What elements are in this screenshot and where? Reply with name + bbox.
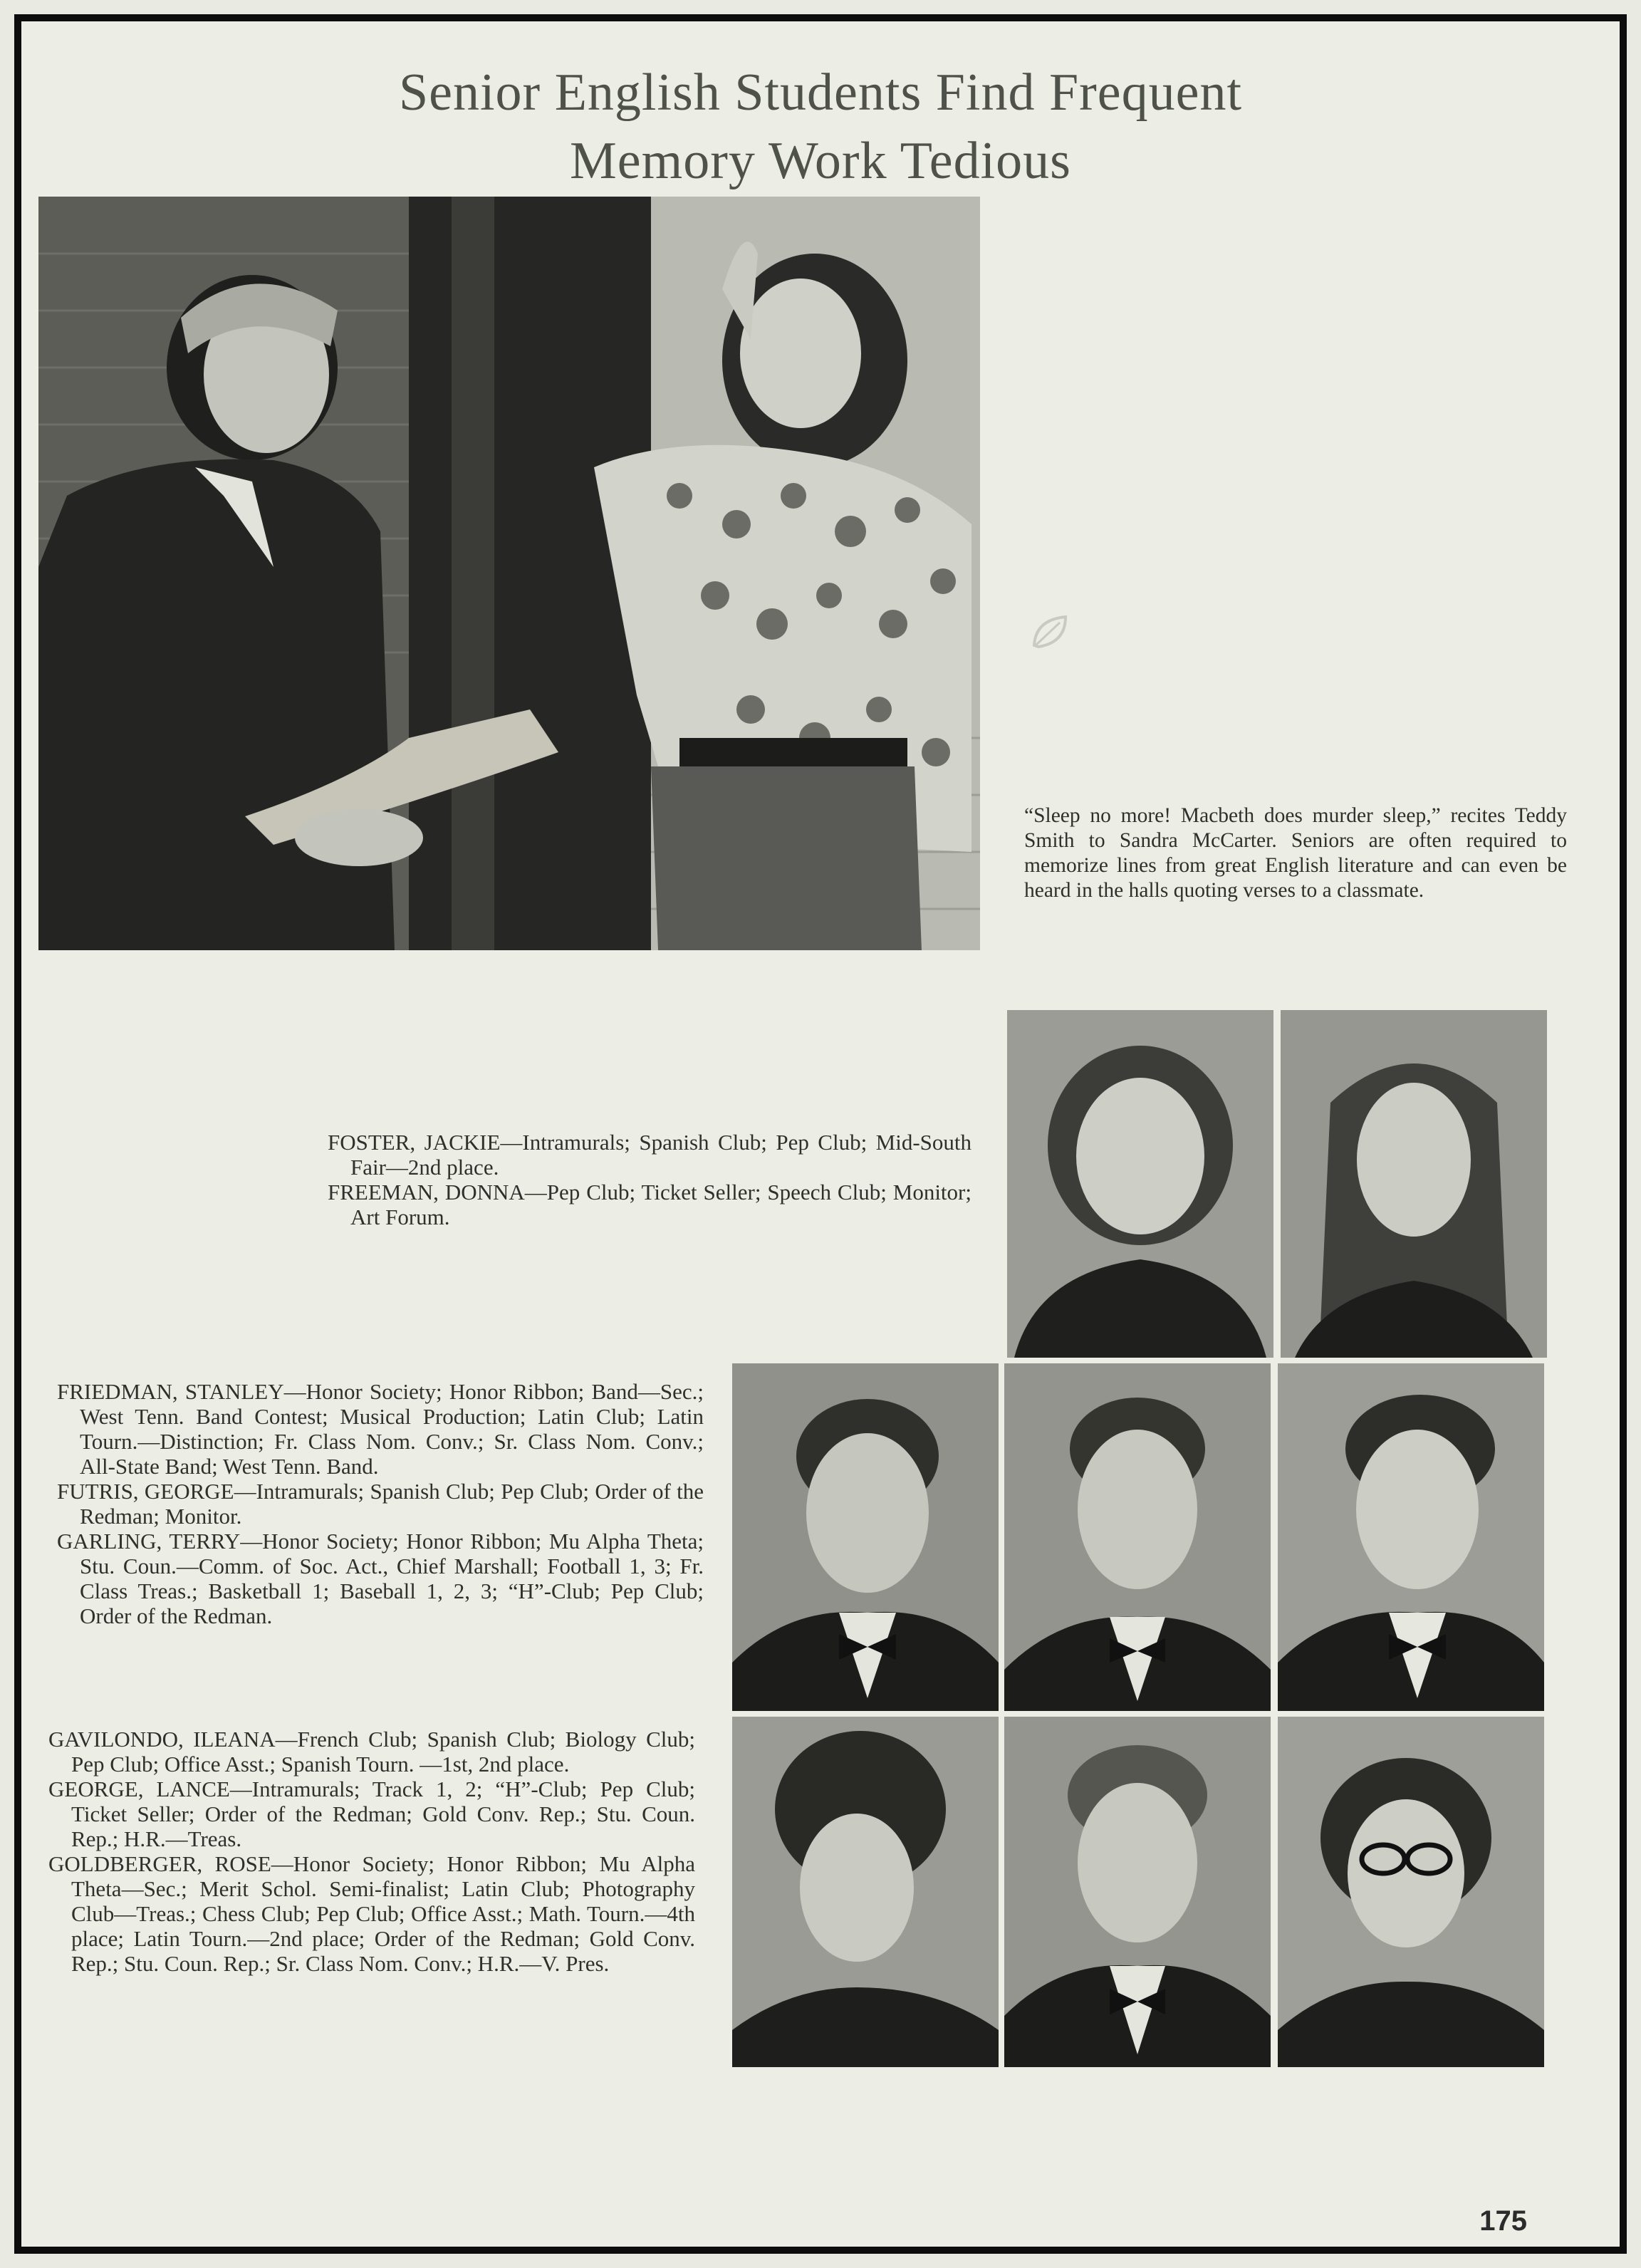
bio-foster-jackie: FOSTER, JACKIE—Intramurals; Spanish Club; Pep Club; Mid-South Fair—2nd place. [328,1130,971,1180]
leaf-watermark [1028,610,1073,654]
portrait-freeman-donna [1281,1010,1547,1358]
bio-group-foster-freeman [328,1130,971,1229]
portrait-gavilondo-ileana [732,1717,999,2067]
portrait-goldberger-rose [1278,1717,1544,2067]
bio-garling-terry: GARLING, TERRY—Honor Society; Honor Ribbon; Mu Alpha Theta; Stu. Coun.—Comm. of Soc. Act., Chief Marshall; Football 1, 3; Fr. Class Treas.; Basketball 1; Baseball 1, 2, 3; “H”-Club; Pep Club; Order of the Redman. [57,1529,704,1628]
bio-group-friedman-garling [57,1379,704,1628]
portrait-garling-terry [1278,1363,1544,1711]
portrait-friedman-stanley [732,1363,999,1711]
candid-photo [38,197,980,950]
photo-caption: “Sleep no more! Macbeth does murder sleep,” recites Teddy Smith to Sandra McCarter. Seniors are often required to memorize lines from great English literature and can even be heard in the halls quoting verses to a classmate. [1024,804,1567,902]
bio-futris-george: FUTRIS, GEORGE—Intramurals; Spanish Club; Pep Club; Order of the Redman; Monitor. [57,1479,704,1529]
bio-goldberger-rose: GOLDBERGER, ROSE—Honor Society; Honor Ribbon; Mu Alpha Theta—Sec.; Merit Schol. Semi-finalist; Latin Club; Photography Club—Treas.; Chess Club; Pep Club; Office Asst.; Math. Tourn.—4th place; Latin Tourn.—2nd place; Order of the Redman; Gold Conv. Rep.; Stu. Coun. Rep.; Sr. Class Nom. Conv.; H.R.—V. Pres. [48,1851,695,1976]
title-line-1: Senior English Students Find Frequent [399,63,1242,122]
bio-friedman-stanley: FRIEDMAN, STANLEY—Honor Society; Honor Ribbon; Band—Sec.; West Tenn. Band Contest; Musical Production; Latin Club; Latin Tourn.—Distinction; Fr. Class Nom. Conv.; Sr. Class Nom. Conv.; All-State Band; West Tenn. Band. [57,1379,704,1479]
page-number: 175 [1479,2205,1527,2237]
yearbook-page [14,14,1627,2254]
bio-group-gavilondo-goldberger [48,1727,695,1976]
portrait-futris-george [1004,1363,1271,1711]
page-title [21,58,1620,195]
bio-george-lance: GEORGE, LANCE—Intramurals; Track 1, 2; “H”-Club; Pep Club; Ticket Seller; Order of the Redman; Gold Conv. Rep.; Stu. Coun. Rep.; H.R.—Treas. [48,1777,695,1851]
portrait-george-lance [1004,1717,1271,2067]
bio-gavilondo-ileana: GAVILONDO, ILEANA—French Club; Spanish Club; Biology Club; Pep Club; Office Asst.; Spanish Tourn. —1st, 2nd place. [48,1727,695,1777]
portrait-foster-jackie [1007,1010,1273,1358]
bio-freeman-donna: FREEMAN, DONNA—Pep Club; Ticket Seller; Speech Club; Monitor; Art Forum. [328,1180,971,1229]
title-line-2: Memory Work Tedious [570,132,1071,190]
